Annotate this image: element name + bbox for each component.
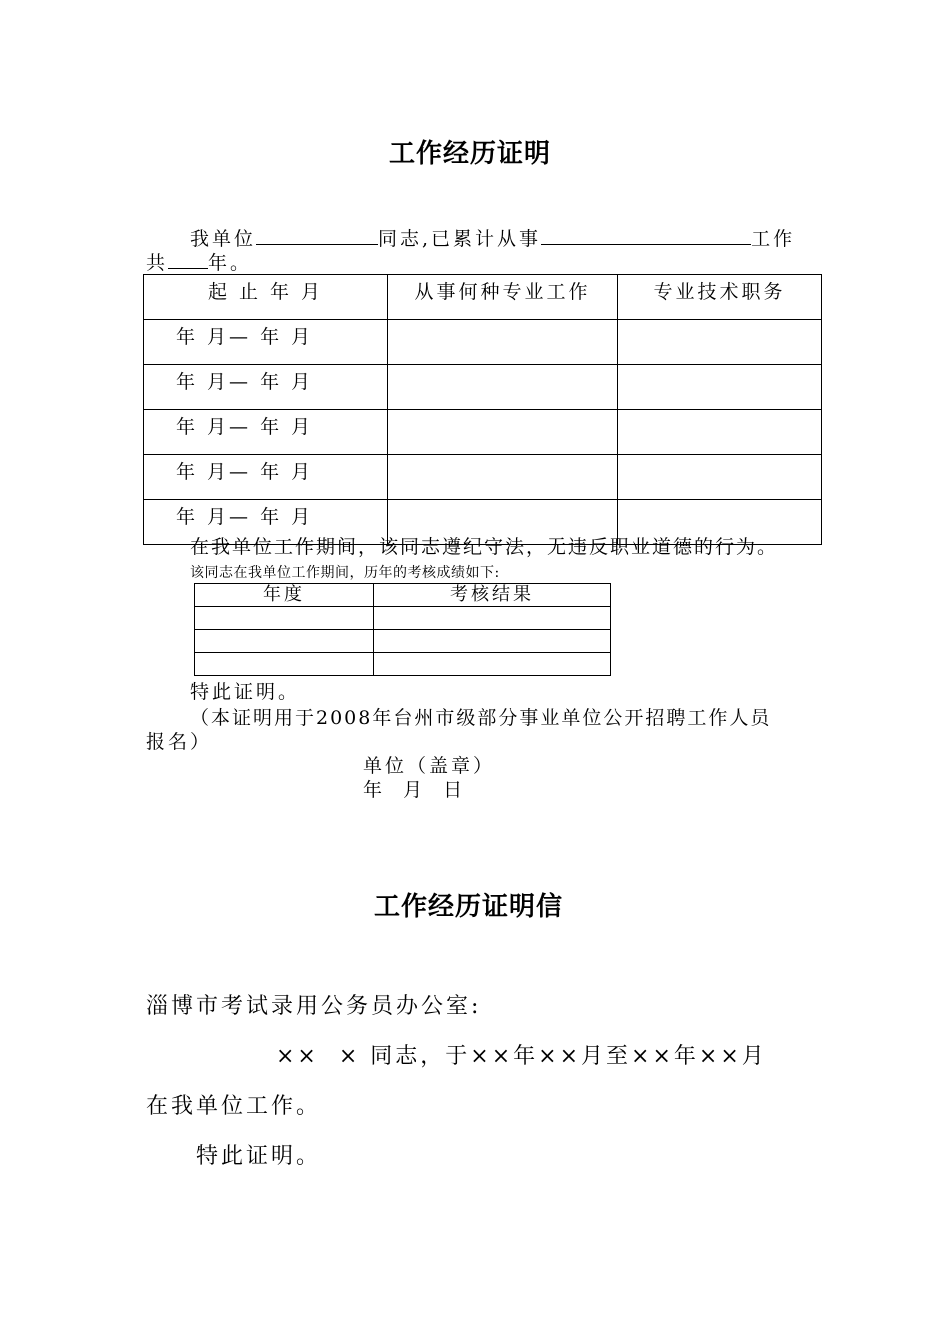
work-cell xyxy=(388,320,618,365)
work-cell xyxy=(388,410,618,455)
table-header-row xyxy=(144,275,822,320)
doc1-title: 工作经历证明 xyxy=(389,139,552,169)
letter-body-line2: 在我单位工作。 xyxy=(146,1094,322,1119)
usage-note-line2: 报名） xyxy=(146,731,213,753)
title-cell xyxy=(618,320,822,365)
intro-part1: 我单位 xyxy=(190,228,257,250)
work-cell xyxy=(388,455,618,500)
period-cell: 年 月— 年 月 xyxy=(144,320,388,365)
table-row xyxy=(144,365,822,410)
table-row xyxy=(144,455,822,500)
intro-part2: 同志,已累计从事 xyxy=(378,228,542,250)
addressee: 淄博市考试录用公务员办公室: xyxy=(146,994,482,1019)
assessment-intro: 该同志在我单位工作期间，历年的考核成绩如下: xyxy=(190,565,500,581)
work-cell xyxy=(388,365,618,410)
result-cell xyxy=(374,630,611,653)
header-work: 从事何种专业工作 xyxy=(388,275,618,320)
period-cell: 年 月— 年 月 xyxy=(144,365,388,410)
assessment-table xyxy=(194,583,611,676)
title-cell xyxy=(618,455,822,500)
conduct-statement: 在我单位工作期间，该同志遵纪守法，无违反职业道德的行为。 xyxy=(190,536,779,558)
title-cell xyxy=(618,410,822,455)
header-period: 起 止 年 月 xyxy=(144,275,388,320)
period-cell: 年 月— 年 月 xyxy=(144,455,388,500)
intro-part4: 共 xyxy=(146,252,169,274)
years-blank xyxy=(168,250,208,269)
table-row xyxy=(195,607,611,630)
doc2-title: 工作经历证明信 xyxy=(374,892,564,922)
period-cell: 年 月— 年 月 xyxy=(144,500,388,545)
doc1-intro-line2 xyxy=(146,250,252,275)
doc2-closing: 特此证明。 xyxy=(196,1144,322,1169)
intro-part5: 年。 xyxy=(208,252,253,274)
title-cell xyxy=(618,365,822,410)
year-cell xyxy=(195,630,374,653)
header-title: 专业技术职务 xyxy=(618,275,822,320)
work-blank xyxy=(541,226,751,245)
year-cell xyxy=(195,607,374,630)
intro-part3: 工作 xyxy=(751,228,796,250)
doc1-closing: 特此证明。 xyxy=(190,681,301,703)
result-cell xyxy=(374,653,611,676)
name-blank xyxy=(256,226,378,245)
header-year: 年度 xyxy=(195,584,374,607)
date-label: 年 月 日 xyxy=(363,779,466,801)
table-row xyxy=(144,320,822,365)
table-row xyxy=(195,630,611,653)
doc1-intro-line1 xyxy=(190,226,795,251)
year-cell xyxy=(195,653,374,676)
header-result: 考核结果 xyxy=(374,584,611,607)
table-row xyxy=(144,410,822,455)
table-row xyxy=(195,653,611,676)
period-cell: 年 月— 年 月 xyxy=(144,410,388,455)
result-cell xyxy=(374,607,611,630)
letter-body-line1: ×× × 同志，于××年××月至××年××月 xyxy=(276,1044,767,1069)
seal-label: 单位（盖章） xyxy=(363,755,496,777)
work-history-table xyxy=(143,274,822,545)
usage-note-line1: （本证明用于2008年台州市级部分事业单位公开招聘工作人员 xyxy=(190,707,772,729)
assessment-header-row xyxy=(195,584,611,607)
